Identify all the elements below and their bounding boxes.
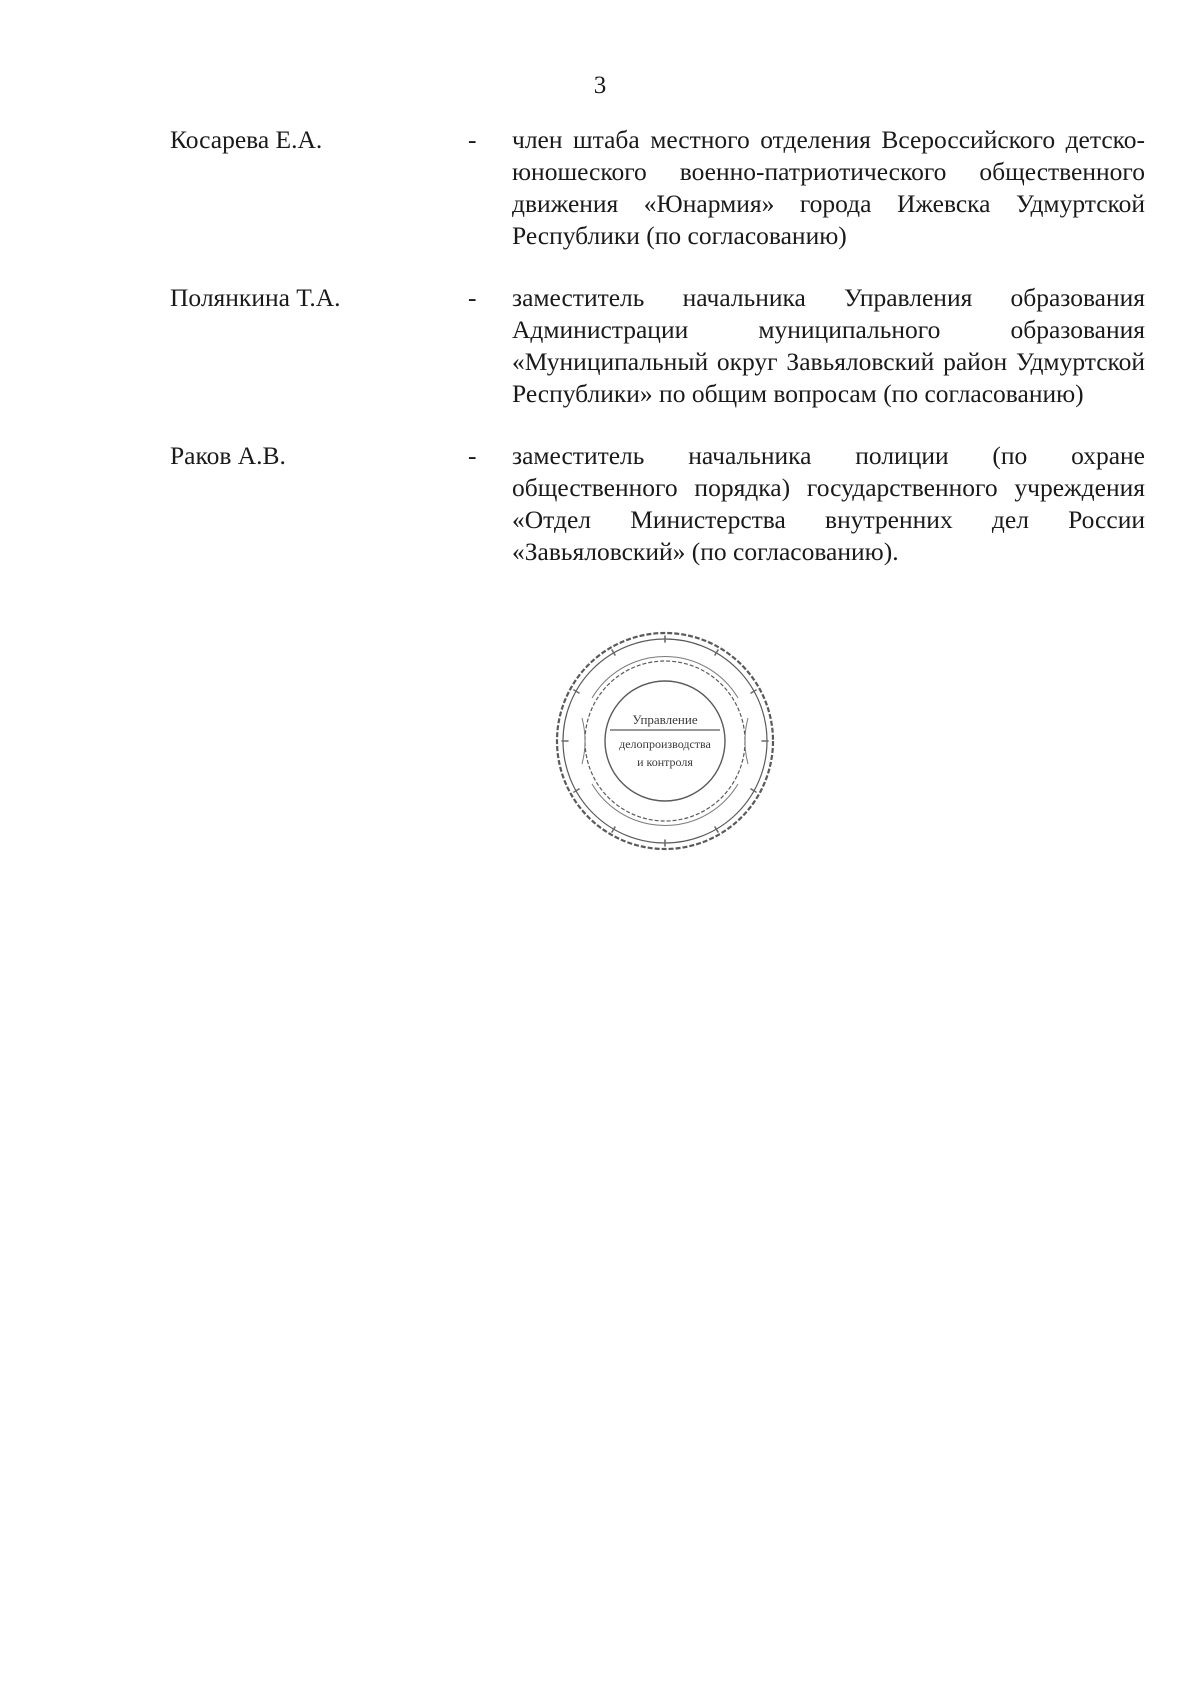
member-position: заместитель начальника полиции (по охране общественного порядка) государственного учреждения «Отдел Министерства внутренних дел России «Завьяловский» (по согласованию). <box>512 441 1145 566</box>
seal-text-line: Управление <box>632 712 698 727</box>
seal-text-line: делопроизводства <box>619 737 711 751</box>
official-seal <box>552 628 778 854</box>
dash-separator: - <box>468 125 477 154</box>
seal-stamp-icon <box>552 628 778 854</box>
member-name: Раков А.В. <box>170 441 286 470</box>
member-list <box>170 124 1145 598</box>
member-entry <box>170 440 1145 568</box>
dash-separator: - <box>468 283 477 312</box>
dash-separator: - <box>468 441 477 470</box>
member-entry <box>170 124 1145 252</box>
member-entry <box>170 282 1145 410</box>
page-number: 3 <box>593 72 607 99</box>
member-name: Косарева Е.А. <box>170 125 323 154</box>
seal-text-line: и контроля <box>637 755 693 769</box>
member-name: Полянкина Т.А. <box>170 283 341 312</box>
member-position: заместитель начальника Управления образования Администрации муниципального образования «Муниципальный округ Завьяловский район Удмуртской Республики» по общим вопросам (по согласованию) <box>512 283 1145 408</box>
member-position: член штаба местного отделения Всероссийского детско-юношеского военно-патриотического общественного движения «Юнармия» города Ижевска Удмуртской Республики (по согласованию) <box>512 125 1145 250</box>
